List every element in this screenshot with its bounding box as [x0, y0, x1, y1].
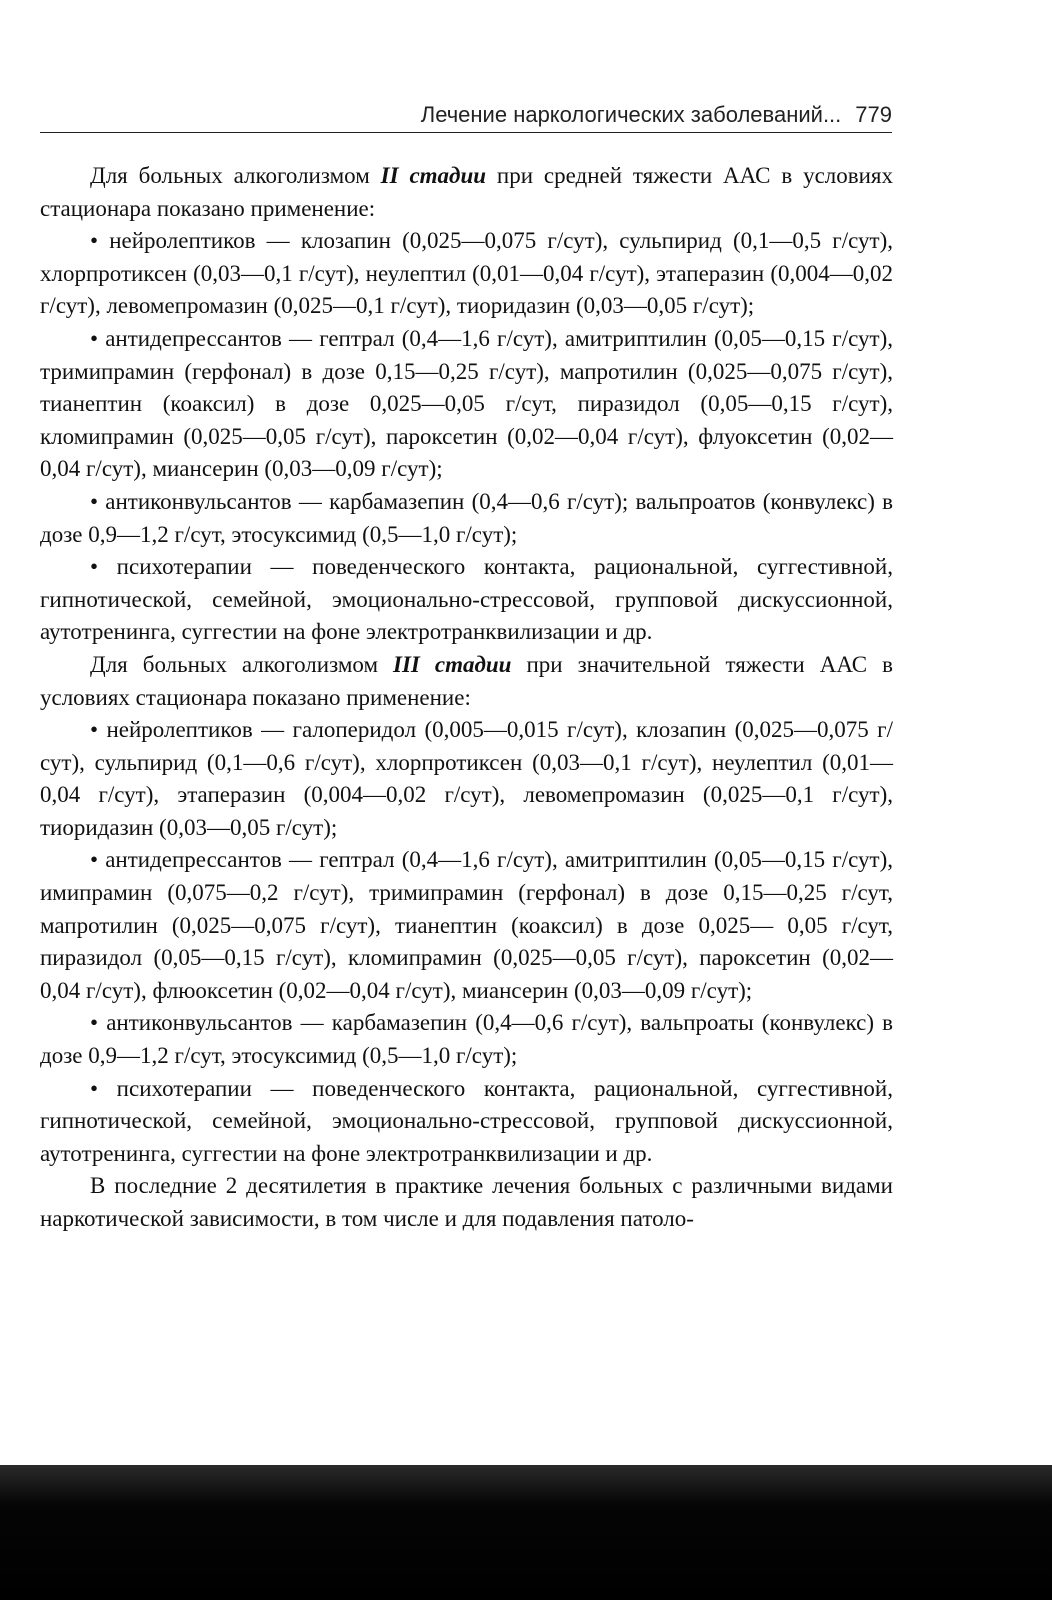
closing-paragraph: В последние 2 десятилетия в практике лечения больных с различными видами наркотической зависимости, в том числе и для подавления патоло- [40, 1173, 893, 1231]
stage3-intro: Для больных алкоголизмом III стадии при значительной тяжести ААС в условиях стационара показано применение: [40, 651, 893, 710]
stage2-item-anticonvulsants: • антиконвульсантов — карбамазепин (0,4—0,6 г/сут); вальпроатов (конвулекс) в дозе 0,9—1,2 г/сут, этосуксимид (0,5—1,0 г/сут); [40, 486, 893, 551]
page-number: 779 [855, 102, 892, 127]
stage2-item-neuroleptics: • нейролептиков — клозапин (0,025—0,075 г/сут), сульпирид (0,1—0,5 г/сут), хлорпротиксен (0,03—0,1 г/сут), неулептил (0,01—0,04 г/сут), этаперазин (0,004—0,02 г/сут), левомепромазин (0,025—0,1 г/сут), тиоридазин (0,03—0,05 г/сут); [40, 225, 893, 323]
stage3-label: III стадии [393, 651, 512, 677]
stage2-item-psychotherapy: • психотерапии — поведенческого контакта, рациональной, суггестивной, гипнотической, семейной, эмоционально-стрессовой, групповой дискуссионной, аутотренинга, суггестии на фоне электротранквилизации и др. [40, 551, 893, 649]
stage3-item-anticonvulsants: • антиконвульсантов — карбамазепин (0,4—0,6 г/сут), вальпроаты (конвулекс) в дозе 0,9—1,2 г/сут, этосуксимид (0,5—1,0 г/сут); [40, 1007, 893, 1072]
scan-dark-edge [0, 1465, 1052, 1600]
stage2-item-antidepressants: • антидепрессантов — гептрал (0,4—1,6 г/сут), амитриптилин (0,05—0,15 г/сут), тримипрамин (герфонал) в дозе 0,15—0,25 г/сут), мапротилин (0,025—0,075 г/сут), тианептин (коаксил) в дозе 0,025—0,05 г/сут, пиразидол (0,05—0,15 г/сут), кломипрамин (0,025—0,05 г/сут), пароксетин (0,02—0,04 г/сут), флуоксетин (0,02—0,04 г/сут), миансерин (0,03—0,09 г/сут); [40, 323, 893, 486]
stage2-intro: Для больных алкоголизмом II стадии при средней тяжести ААС в условиях стационара показано применение: [40, 163, 894, 221]
running-header [40, 98, 892, 133]
header-title: Лечение наркологических заболеваний... [420, 102, 842, 127]
stage2-label: II стадии [380, 163, 487, 188]
page-body [40, 160, 893, 1236]
stage3-item-psychotherapy: • психотерапии — поведенческого контакта, рациональной, суггестивной, гипнотической, семейной, эмоционально-стрессовой, групповой дискуссионной, аутотренинга, суггестии на фоне электротранквилизации и др. [40, 1073, 893, 1171]
stage3-item-antidepressants: • антидепрессантов — гептрал (0,4—1,6 г/сут), амитриптилин (0,05—0,15 г/сут), имипрамин (0,075—0,2 г/сут), тримипрамин (герфонал) в дозе 0,15—0,25 г/сут, мапротилин (0,025—0,075 г/сут), тианептин (коаксил) в дозе 0,025— 0,05 г/сут, пиразидол (0,05—0,15 г/сут), кломипрамин (0,025—0,05 г/сут), пароксетин (0,02—0,04 г/сут), флюоксетин (0,02—0,04 г/сут), миансерин (0,03—0,09 г/сут); [40, 844, 893, 1007]
stage3-item-neuroleptics: • нейролептиков — галоперидол (0,005—0,015 г/сут), клозапин (0,025—0,075 г/сут), сульпирид (0,1—0,6 г/сут), хлорпротиксен (0,03—0,1 г/сут), неулептил (0,01—0,04 г/сут), этаперазин (0,004—0,02 г/сут), левомепромазин (0,025—0,1 г/сут), тиоридазин (0,03—0,05 г/сут); [40, 714, 893, 844]
